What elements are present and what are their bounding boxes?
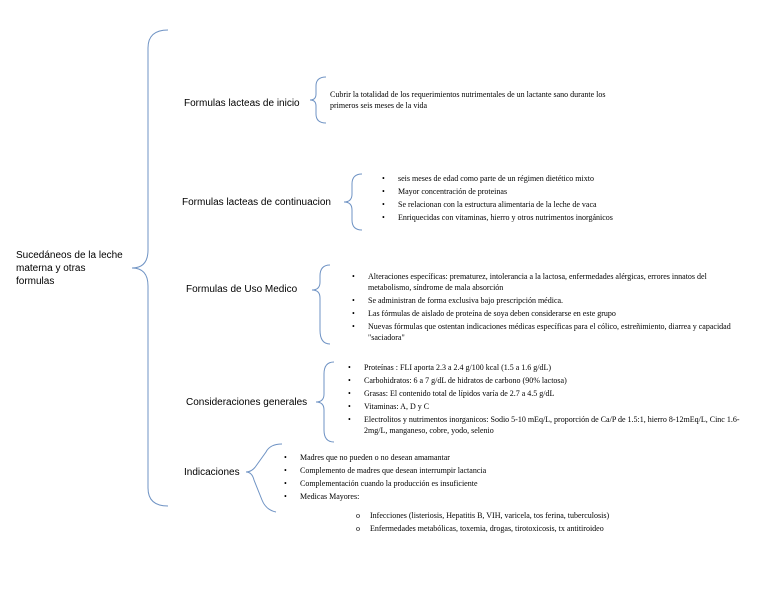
bullet-icon: • xyxy=(284,453,287,462)
brace-indicaciones xyxy=(246,444,282,512)
root-label: Sucedáneos de la leche materna y otras formulas xyxy=(16,250,123,287)
bullet-icon: • xyxy=(382,187,385,196)
bullet-icon: • xyxy=(382,200,385,209)
section-text-inicio: Cubrir la totalidad de los requerimientos nutrimentales de un lactante sano durante los primeros seis meses de la vida xyxy=(330,90,606,110)
list-item: • Madres que no pueden o no desean amamantar xyxy=(284,453,450,462)
bullet-icon: • xyxy=(348,415,351,424)
list-item: • Se administran de forma exclusiva bajo prescripción médica. xyxy=(352,296,564,305)
brace-consideraciones xyxy=(316,362,334,442)
section-list-consideraciones xyxy=(348,362,752,438)
brace-inicio xyxy=(310,77,326,123)
list-item: • Mayor concentración de proteinas xyxy=(382,187,508,196)
section-title-indicaciones: Indicaciones xyxy=(184,467,240,478)
section-title-continuacion: Formulas lacteas de continuacion xyxy=(182,197,331,208)
bullet-icon: • xyxy=(352,309,355,318)
section-list-uso-medico xyxy=(352,271,744,345)
section-sublist-indicaciones xyxy=(356,510,716,536)
list-item: • Las fórmulas de aislado de proteína de soya deben considerarse en este grupo xyxy=(352,309,616,318)
section-title-consideraciones: Consideraciones generales xyxy=(186,397,308,408)
bullet-icon: • xyxy=(352,322,355,331)
list-item: • Medicas Mayores: xyxy=(284,492,360,501)
list-item: • Alteraciones específicas: prematurez, intolerancia a la lactosa, enfermedades alérgicas, errores innatos del metabolismo, síndrome de mala absorción xyxy=(352,272,707,292)
section-title-inicio: Formulas lacteas de inicio xyxy=(184,98,300,109)
list-item: • Electrolitos y nutrimentos inorganicos: Sodio 5-10 mEq/L, proporción de Ca/P de 1.5:1, hierro 8-12mEq/L, Cinc 1.6-2mg/L, manganeso, cobre, yodo, selenio xyxy=(348,415,740,435)
list-item: o Enfermedades metabólicas, toxemia, drogas, tirotoxicosis, tx antitiroideo xyxy=(356,524,604,533)
list-item: o Infecciones (listeriosis, Hepatitis B, VIH, varicela, tos ferina, tuberculosis) xyxy=(356,511,610,520)
list-item: • Complementación cuando la producción es insuficiente xyxy=(284,479,478,488)
list-item: • seis meses de edad como parte de un régimen dietético mixto xyxy=(382,174,594,183)
bullet-icon: • xyxy=(348,389,351,398)
section-list-continuacion xyxy=(382,173,712,225)
list-item: • Enriquecidas con vitaminas, hierro y otros nutrimentos inorgánicos xyxy=(382,213,613,222)
bullet-icon: • xyxy=(382,174,385,183)
list-item: • Carbohidratos: 6 a 7 g/dL de hidratos de carbono (90% lactosa) xyxy=(348,376,567,385)
list-item: • Grasas: El contenido total de lípidos varía de 2.7 a 4.5 g/dL xyxy=(348,389,555,398)
bullet-icon: • xyxy=(284,479,287,488)
bullet-icon: • xyxy=(352,272,355,281)
list-item: • Se relacionan con la estructura alimentaria de la leche de vaca xyxy=(382,200,597,209)
list-item: • Complemento de madres que desean interrumpir lactancia xyxy=(284,466,487,475)
section-list-indicaciones xyxy=(284,452,684,504)
list-item: • Nuevas fórmulas que ostentan indicaciones médicas específicas para el cólico, estreñimiento, diarrea y capacidad "saciadora" xyxy=(352,322,731,342)
brace-continuacion xyxy=(344,174,362,230)
bullet-icon: • xyxy=(352,296,355,305)
list-item: • Vitaminas: A, D y C xyxy=(348,402,430,411)
brace-uso-medico xyxy=(312,265,330,344)
bullet-icon: • xyxy=(284,492,287,501)
circle-bullet-icon: o xyxy=(356,511,360,520)
bullet-icon: • xyxy=(348,376,351,385)
bullet-icon: • xyxy=(348,402,351,411)
section-title-uso-medico: Formulas de Uso Medico xyxy=(186,284,298,295)
bullet-icon: • xyxy=(348,363,351,372)
main-brace xyxy=(132,30,168,506)
bullet-icon: • xyxy=(382,213,385,222)
circle-bullet-icon: o xyxy=(356,524,360,533)
bullet-icon: • xyxy=(284,466,287,475)
list-item: • Proteínas : FLI aporta 2.3 a 2.4 g/100 kcal (1.5 a 1.6 g/dL) xyxy=(348,363,552,372)
